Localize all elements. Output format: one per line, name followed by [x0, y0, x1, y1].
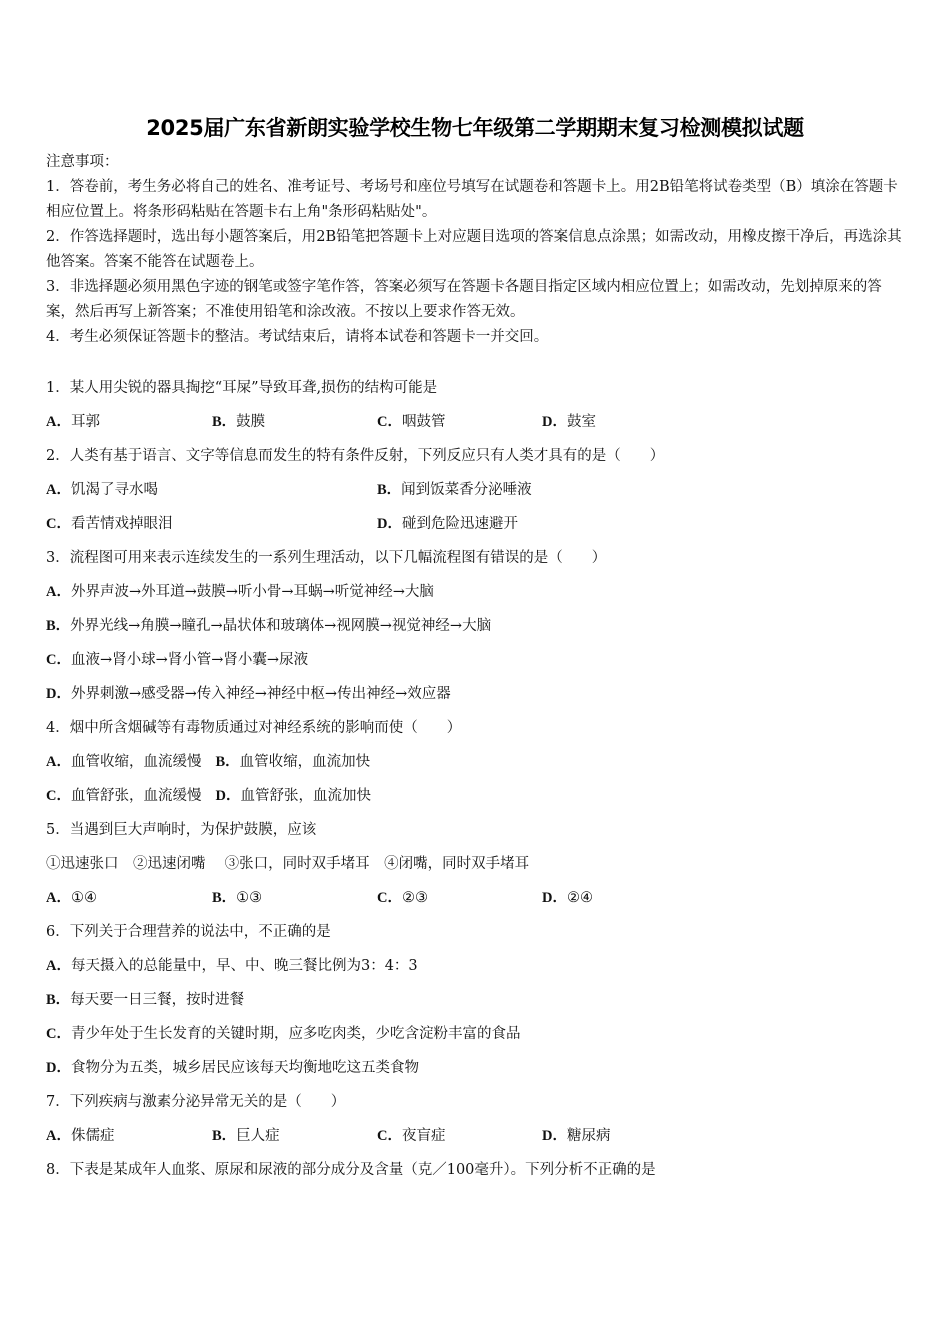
option-c: C．血液→肾小球→肾小管→肾小囊→尿液	[46, 652, 309, 668]
question-stem: 7．下列疾病与激素分泌异常无关的是（ ）	[46, 1094, 346, 1110]
notice-item: 3．非选择题必须用黑色字迹的钢笔或签字笔作答，答案必须写在答题卡各题目指定区域内相应位置上；如需改动，先划掉原来的答案，然后再写上新答案；不准使用铅笔和涂改液。不按以上要求作答无效。	[46, 279, 882, 320]
notice-item: 1．答卷前，考生务必将自己的姓名、准考证号、考场号和座位号填写在试题卷和答题卡上。用2B铅笔将试卷类型（B）填涂在答题卡相应位置上。将条形码粘贴在答题卡右上角"条形码粘贴处"。	[46, 179, 898, 220]
option-a: A．外界声波→外耳道→鼓膜→听小骨→耳蜗→听觉神经→大脑	[46, 584, 434, 600]
option-b: B．鼓膜	[212, 414, 266, 430]
option-c: C．夜盲症	[377, 1128, 446, 1144]
notice-section	[46, 150, 908, 350]
page-title: 2025届广东省新朗实验学校生物七年级第二学期期末复习检测模拟试题	[146, 116, 804, 140]
option-b: B．每天要一日三餐，按时进餐	[46, 992, 245, 1008]
notice-heading: 注意事项：	[46, 154, 119, 170]
option-a: A．饥渴了寻水喝	[46, 482, 158, 498]
option-b: B．闻到饭菜香分泌唾液	[377, 482, 532, 498]
option-b: B．巨人症	[212, 1128, 280, 1144]
notice-item: 4．考生必须保证答题卡的整洁。考试结束后，请将本试卷和答题卡一并交回。	[46, 329, 549, 345]
option-a: A．耳郭	[46, 414, 100, 430]
options-row	[46, 750, 384, 770]
option-d: D．碰到危险迅速避开	[377, 516, 518, 532]
option-b: B．血管收缩，血流加快	[215, 754, 371, 770]
option-a: A．血管收缩，血流缓慢	[46, 754, 202, 770]
option-d: D．鼓室	[542, 414, 596, 430]
options-row	[46, 784, 385, 804]
option-d: D．②④	[542, 890, 593, 906]
option-a: A．侏儒症	[46, 1128, 115, 1144]
option-a: A．①④	[46, 890, 97, 906]
option-b: B．外界光线→角膜→瞳孔→晶状体和玻璃体→视网膜→视觉神经→大脑	[46, 618, 492, 634]
option-d: D．糖尿病	[542, 1128, 611, 1144]
notice-item: 2．作答选择题时，选出每小题答案后，用2B铅笔把答题卡上对应题目选项的答案信息点涂黑；如需改动，用橡皮擦干净后，再选涂其他答案。答案不能答在试题卷上。	[46, 229, 902, 270]
option-c: C．看苦情戏掉眼泪	[46, 516, 173, 532]
question-stem: 3．流程图可用来表示连续发生的一系列生理活动，以下几幅流程图有错误的是（ ）	[46, 550, 607, 566]
question-stem: 6．下列关于合理营养的说法中，不正确的是	[46, 924, 331, 940]
option-c: C．血管舒张，血流缓慢	[46, 788, 202, 804]
option-c: C．②③	[377, 890, 428, 906]
option-b: B．①③	[212, 890, 263, 906]
option-c: C．青少年处于生长发育的关键时期，应多吃肉类，少吃含淀粉丰富的食品	[46, 1026, 521, 1042]
question-stem: 5．当遇到巨大声响时，为保护鼓膜，应该	[46, 822, 317, 838]
option-a: A．每天摄入的总能量中，早、中、晚三餐比例为3：4：3	[46, 958, 418, 974]
question-sub-items: ①迅速张口 ②迅速闭嘴 ③张口，同时双手堵耳 ④闭嘴，同时双手堵耳	[46, 856, 530, 872]
option-d: D．食物分为五类，城乡居民应该每天均衡地吃这五类食物	[46, 1060, 419, 1076]
question-stem: 2．人类有基于语言、文字等信息而发生的特有条件反射，下列反应只有人类才具有的是（ ）	[46, 448, 665, 464]
question-stem: 4．烟中所含烟碱等有毒物质通过对神经系统的影响而使（ ）	[46, 720, 462, 736]
question-stem: 8．下表是某成年人血浆、原尿和尿液的部分成分及含量（克／100毫升）。下列分析不正确的是	[46, 1162, 656, 1178]
option-d: D．外界刺激→感受器→传入神经→神经中枢→传出神经→效应器	[46, 686, 451, 702]
option-c: C．咽鼓管	[377, 414, 446, 430]
question-stem: 1．某人用尖锐的器具掏挖“耳屎”导致耳聋,损伤的结构可能是	[46, 380, 438, 396]
option-d: D．血管舒张，血流加快	[215, 788, 371, 804]
